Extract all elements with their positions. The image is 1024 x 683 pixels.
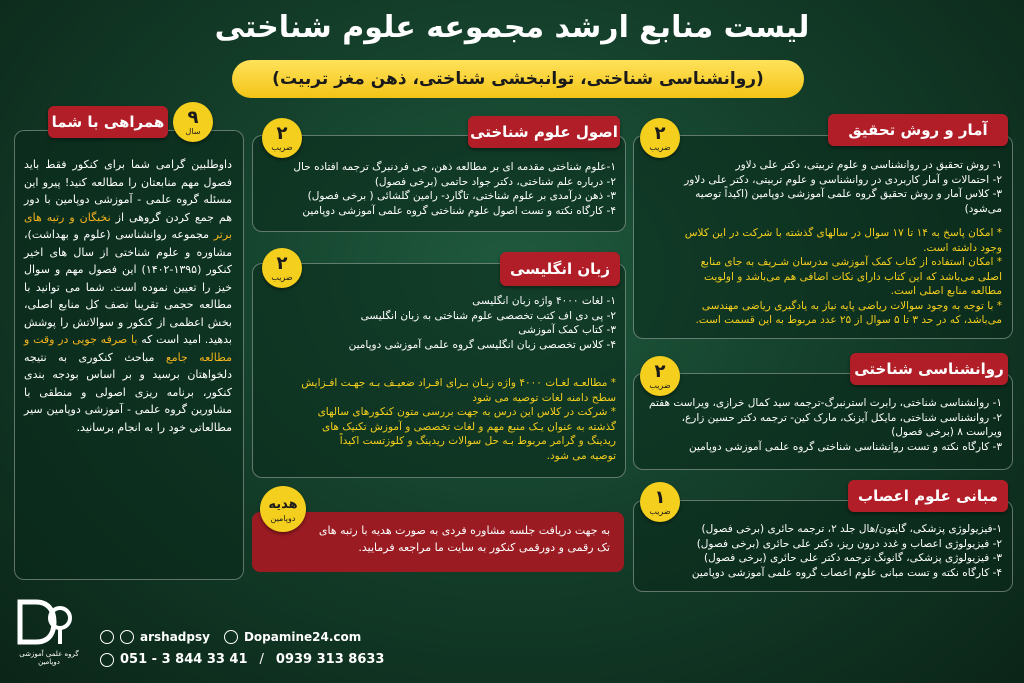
list-item: ۴- کارگاه نکته و تست اصول علوم شناختی گروه علمی آموزشی دوپامین	[302, 204, 616, 217]
stats-coefficient-badge	[640, 118, 680, 158]
phone-icon	[100, 653, 114, 667]
badge-label: ضریب	[271, 272, 293, 282]
note-line: توصیه می شود.	[546, 449, 616, 462]
note-line: گذشته به عنوان یـک منبع مهم و لغات تخصصی و آموزش تکنیک های	[321, 420, 616, 433]
cognitive-psych-list	[642, 396, 1002, 454]
cog-science-list	[261, 160, 616, 218]
page-title: لیست منابع ارشد مجموعه علوم شناختی	[214, 10, 810, 45]
website-link[interactable]: Dopamine24.com	[243, 630, 362, 644]
list-item: می‌شود)	[964, 202, 1002, 215]
note-line: * با توجه به وجود سوالات ریاضی پایه نیاز به یادگیری ریاضی مهندسی	[701, 299, 1002, 312]
list-item: ۳- کلاس آمار و روش تحقیق گروه علمی آموزشی دوپامین (اکیداً توصیه	[695, 188, 1002, 200]
companion-title: همراهی با شما	[48, 106, 168, 138]
logo-caption: گروه علمی آموزشی دوپامین	[19, 650, 79, 666]
list-item: ۳- ذهن درآمدی بر علوم شناختی، تاگارد- رامین گلشائی ( برخی فصول)	[307, 190, 616, 202]
note-line: اصلی می‌باشد که این کتاب دارای نکات اضافی هم می‌باشد و اولویت	[704, 270, 1002, 283]
list-item: ۳- فیزیولوژی پزشکی، گانونگ ترجمه دکتر علی حائری (برخی فصول)	[703, 552, 1002, 564]
english-coefficient-badge	[262, 248, 302, 288]
badge-label: ضریب	[649, 506, 671, 516]
list-item: ۲- احتمالات و آمار کاربردی در روانشناسی و علوم تربیتی، دکتر علی دلاور	[684, 173, 1002, 186]
instagram-icon	[100, 630, 114, 644]
list-item: ۲- فیزیولوژی اعصاب و غدد درون ریز، دکتر علی حائری (برخی فصول)	[696, 537, 1002, 550]
cog-science-coefficient-badge	[262, 118, 302, 158]
highlight-text: با صرفه جویی در وقت و مطالعه جامع	[24, 333, 233, 364]
note-line: * مطالعـه لغـات ۴۰۰۰ واژه زبـان بـرای افـراد ضعیـف بـه جهـت افـزایش	[301, 377, 616, 389]
globe-icon	[224, 630, 238, 644]
badge-number: ۲	[654, 360, 666, 382]
badge-number: ۱	[654, 486, 666, 508]
stats-title: آمار و روش تحقیق	[828, 114, 1008, 146]
gift-badge-title: هدیه	[268, 496, 298, 512]
social-row	[100, 630, 361, 644]
social-handle[interactable]: arshadpsy	[140, 630, 210, 644]
gift-badge	[260, 486, 306, 532]
list-item: ۳- کارگاه نکته و تست روانشناسی شناختی گروه علمی آموزشی دوپامین	[689, 440, 1002, 453]
note-line: می‌باشد، که در حد ۳ تا ۵ سوال از ۲۵ عدد مربوط به این قسمت است.	[695, 314, 1002, 326]
list-item: ۱- لغات ۴۰۰۰ واژه زبان انگلیسی	[472, 295, 616, 307]
cognitive-psych-coefficient-badge	[640, 356, 680, 396]
list-item: ۱- روانشناسی شناختی، رابرت استرنبرگ-ترجمه سید کمال خرازی، ویراست هفتم	[648, 397, 1002, 409]
badge-label: ضریب	[271, 142, 293, 152]
english-title: زبان انگلیسی	[500, 252, 620, 286]
note-line: مطالعه منابع اصلی است.	[890, 285, 1002, 297]
page-subtitle: (روانشناسی شناختی، توانبخشی شناختی، ذهن مغز تربیت)	[232, 60, 804, 98]
highlight-text: نخبگان و رتبه های برتر	[24, 210, 232, 241]
badge-number: ۹	[187, 106, 199, 128]
badge-label: ضریب	[649, 380, 671, 390]
list-item: ۴- کلاس تخصصی زبان انگلیسی گروه علمی آموزشی دوپامین	[348, 338, 616, 351]
phone-separator: /	[259, 652, 264, 667]
dopamine-logo-icon	[14, 598, 78, 646]
note-line: ریدینگ و گرامر مربوط بـه حل سوالات ریدینگ و کلوزتست اکیداً	[339, 435, 616, 447]
text-part: مجموعه روانشناسی (علوم و بهداشت)، مشاوره و علوم شناختی از سال های اخیر کنکور (۱۳۹۵-۱۴۰۲) این فصول مهم و سوال خیز را تعیین نموده است. شما می توانید با مطالعه حجمی تقریبا نصف کل منابع اصلی، بخش اعظمی از کنکور و سوالاتش را پوشش بدهید. امید است که	[24, 228, 232, 346]
companion-years-badge	[173, 102, 213, 142]
phone-mobile[interactable]: 0939 313 8633	[275, 652, 385, 667]
neuro-coefficient-badge	[640, 482, 680, 522]
logo	[14, 598, 84, 673]
note-line: وجود داشته است.	[923, 241, 1002, 254]
badge-number: ۲	[276, 122, 288, 144]
list-item: ۳- کتاب کمک آموزشی	[518, 324, 616, 336]
cog-science-title: اصول علوم شناختی	[468, 116, 620, 148]
english-notes	[261, 376, 616, 463]
list-item: ۲- روانشناسی شناختی، مایکل آیزنک، مارک کین- ترجمه دکتر حسین زارع،	[681, 411, 1002, 424]
badge-label: سال	[185, 126, 201, 136]
companion-text	[24, 156, 232, 436]
list-item: ویراست ۸ (برخی فصول)	[891, 426, 1002, 438]
english-list	[261, 294, 616, 352]
list-item: ۴- کارگاه نکته و تست مبانی علوم اعصاب گروه علمی آموزشی دوپامین	[691, 566, 1002, 579]
stats-list	[642, 158, 1002, 216]
list-item: ۲- پی دی اف کتب تخصصی علوم شناختی به زبان انگلیسی	[360, 309, 616, 322]
telegram-icon	[120, 630, 134, 644]
note-line: * امکان پاسخ به ۱۴ تا ۱۷ سوال در سالهای گذشته با شرکت در این کلاس	[684, 227, 1002, 239]
badge-label: ضریب	[649, 142, 671, 152]
neuro-title: مبانی علوم اعصاب	[848, 480, 1008, 512]
list-item: ۱-فیزیولوژی پزشکی، گایتون/هال جلد ۲، ترجمه حائری (برخی فصول)	[701, 523, 1002, 535]
text-part: داوطلبین گرامی شما برای کنکور فقط باید فصول مهم منابعتان را مطالعه کنید! پیرو این مسئله گروه علمی - آموزشی دوپامین با دور هم جمع کردن گروهی از	[24, 158, 232, 224]
gift-badge-sub: دوپامین	[270, 513, 296, 523]
note-line: سطح دامنه لغات توصیه می شود	[472, 391, 616, 404]
text-part: مباحث کنکوری به نتیجه دلخواهتان برسید و بر اساس بودجه بندی کنکور، برنامه ریزی اصولی و منطقی با مشاورین گروه علمی - آموزشی دوپامین سیر مطالعاتی خود را به انجام برسانید.	[24, 350, 232, 434]
note-line: * شرکت در کلاس این درس به جهت بررسی متون کنکورهای سالهای	[317, 406, 616, 418]
gift-box	[252, 512, 624, 572]
badge-number: ۲	[276, 252, 288, 274]
phone-row	[100, 652, 384, 667]
stats-notes	[642, 226, 1002, 328]
list-item: ۲- درباره علم شناختی، دکتر جواد حاتمی (برخی فصول)	[374, 175, 616, 188]
gift-text: به جهت دریافت جلسه مشاوره فردی به صورت هدیه با رتبه های تک رقمی و دورقمی کنکور به سایت ما مراجعه فرمایید.	[318, 524, 610, 554]
list-item: ۱-علوم شناختی مقدمه ای بر مطالعه ذهن، جی فردنبرگ ترجمه افتاده حال	[293, 161, 616, 173]
note-line: * امکان استفاده از کتاب کمک آموزشی مدرسان شـریف به جای منابع	[700, 256, 1002, 268]
cognitive-psych-title: روانشناسی شناختی	[850, 353, 1008, 385]
badge-number: ۲	[654, 122, 666, 144]
neuro-list	[642, 522, 1002, 580]
list-item: ۱- روش تحقیق در روانشناسی و علوم تربیتی، دکتر علی دلاور	[735, 159, 1002, 171]
phone-landline[interactable]: 051 - 3 844 33 41	[120, 652, 248, 667]
